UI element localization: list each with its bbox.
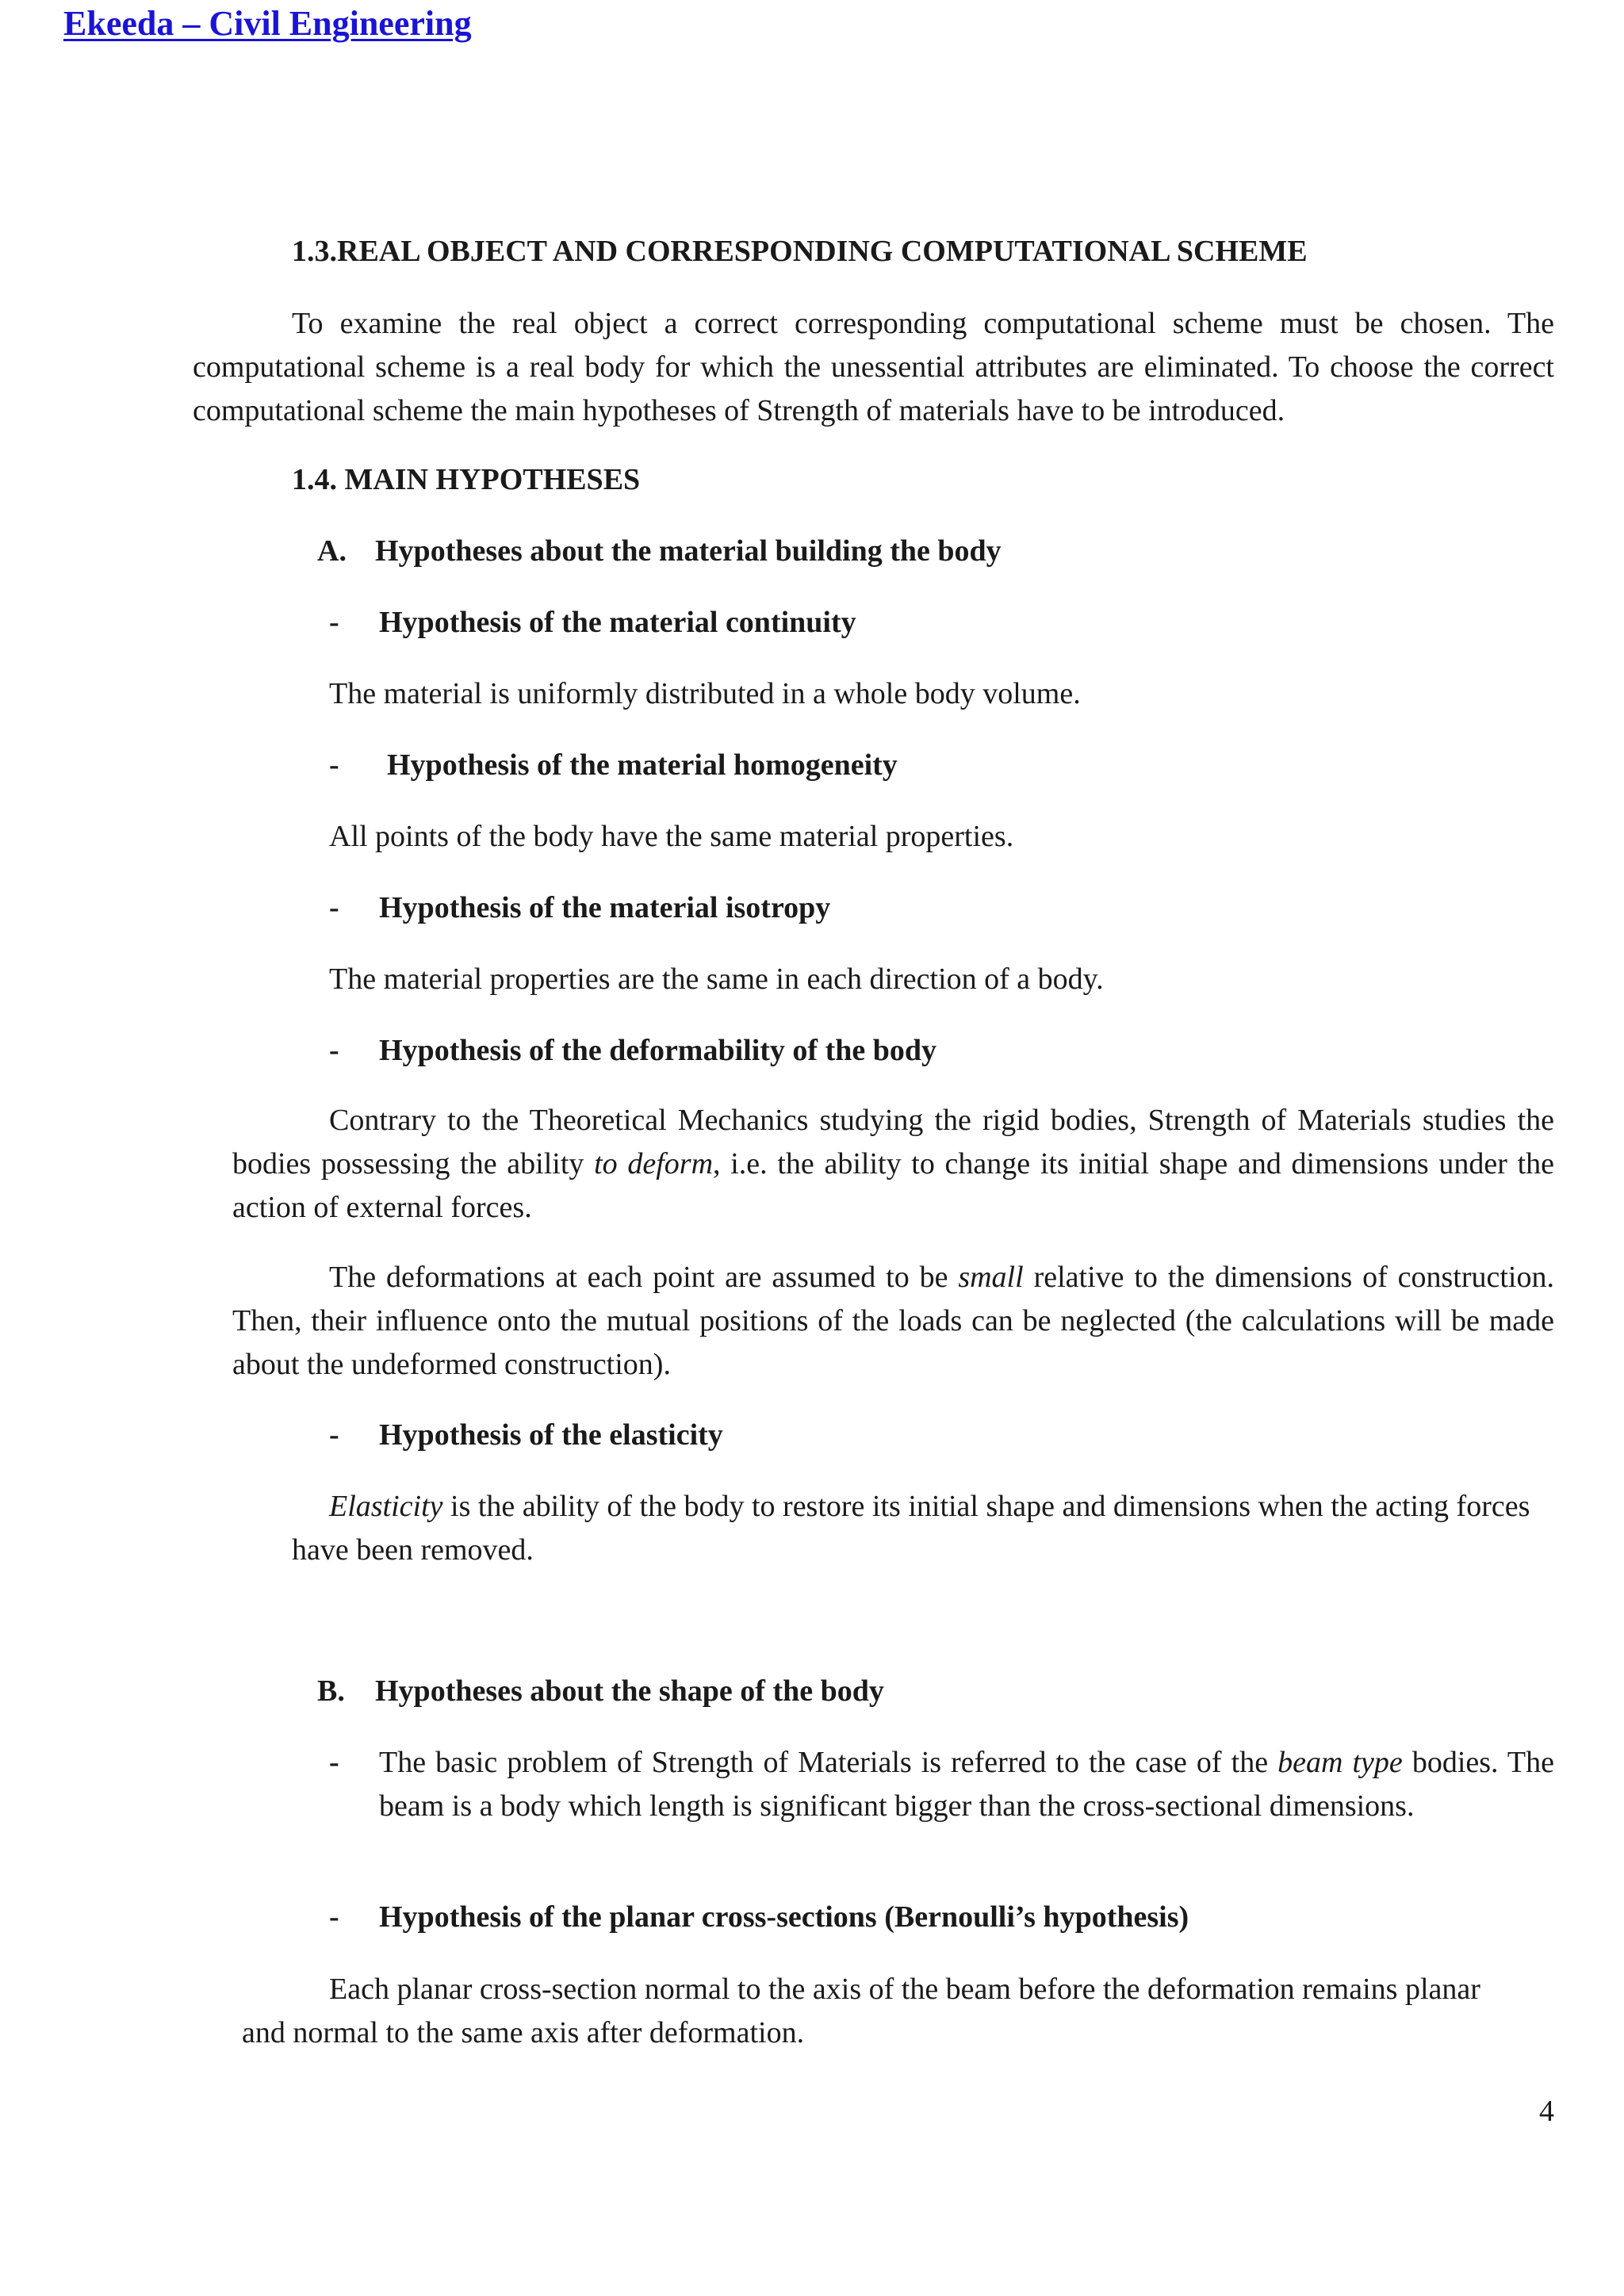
continuity-title: Hypothesis of the material continuity: [379, 606, 856, 639]
isotropy-bullet: -: [329, 891, 339, 924]
small-emphasis: small: [958, 1261, 1024, 1294]
homogeneity-title: Hypothesis of the material homogeneity: [387, 748, 898, 782]
header-link[interactable]: Ekeeda – Civil Engineering: [63, 4, 472, 43]
page-number: 4: [1539, 2095, 1554, 2128]
part-a-title: Hypotheses about the material building the body: [375, 534, 1002, 568]
elasticity-title: Hypothesis of the elasticity: [379, 1418, 723, 1452]
isotropy-title: Hypothesis of the material isotropy: [379, 891, 831, 924]
planar-paragraph: Each planar cross-section normal to the axis of the beam before the deformation remains planar and normal to the same axis after deformation.: [242, 1973, 1480, 2049]
part-b-title: Hypotheses about the shape of the body: [375, 1674, 884, 1708]
homogeneity-bullet: -: [329, 748, 339, 782]
deformability-title: Hypothesis of the deformability of the body: [379, 1034, 936, 1067]
section-title-1-3: 1.3.REAL OBJECT AND CORRESPONDING COMPUTATIONAL SCHEME: [292, 235, 1308, 268]
beam-type-emphasis: beam type: [1277, 1746, 1403, 1779]
elasticity-bullet: -: [329, 1418, 339, 1452]
homogeneity-text: All points of the body have the same material properties.: [329, 820, 1014, 853]
continuity-bullet: -: [329, 606, 339, 639]
elasticity-emphasis: Elasticity: [329, 1490, 443, 1523]
deformability-paragraph-1: Contrary to the Theoretical Mechanics studying the rigid bodies, Strength of Materials studies the bodies possessing the ability to deform, i.e. the ability to change its initial shape and dimensions under the action of external forces.: [232, 1104, 1555, 1224]
deform-emphasis: to deform: [594, 1147, 714, 1181]
isotropy-text: The material properties are the same in each direction of a body.: [329, 962, 1104, 996]
part-b-marker: B.: [317, 1674, 345, 1708]
elasticity-paragraph: Elasticity is the ability of the body to restore its initial shape and dimensions when the acting forces have been removed.: [292, 1490, 1530, 1567]
section-title-1-4: 1.4. MAIN HYPOTHESES: [292, 463, 641, 496]
planar-bullet: -: [329, 1900, 339, 1934]
planar-title: Hypothesis of the planar cross-sections (Bernoulli’s hypothesis): [379, 1900, 1189, 1934]
paragraph-1-3: To examine the real object a correct corresponding computational scheme must be chosen. The computational scheme is a real body for which the unessential attributes are eliminated. To choose the correct computational scheme the main hypotheses of Strength of materials have to be introduced.: [193, 307, 1554, 427]
deformability-paragraph-2: The deformations at each point are assumed to be small relative to the dimensions of construction. Then, their influence onto the mutual positions of the loads can be neglected (the calculations will be made about the undeformed construction).: [232, 1261, 1554, 1381]
beam-bullet: -: [329, 1746, 339, 1779]
deformability-bullet: -: [329, 1034, 339, 1067]
part-a-marker: A.: [317, 534, 347, 568]
continuity-text: The material is uniformly distributed in a whole body volume.: [329, 677, 1081, 710]
beam-paragraph: The basic problem of Strength of Materials is referred to the case of the beam type bodies. The beam is a body which length is significant bigger than the cross-sectional dimensions.: [379, 1746, 1554, 1823]
